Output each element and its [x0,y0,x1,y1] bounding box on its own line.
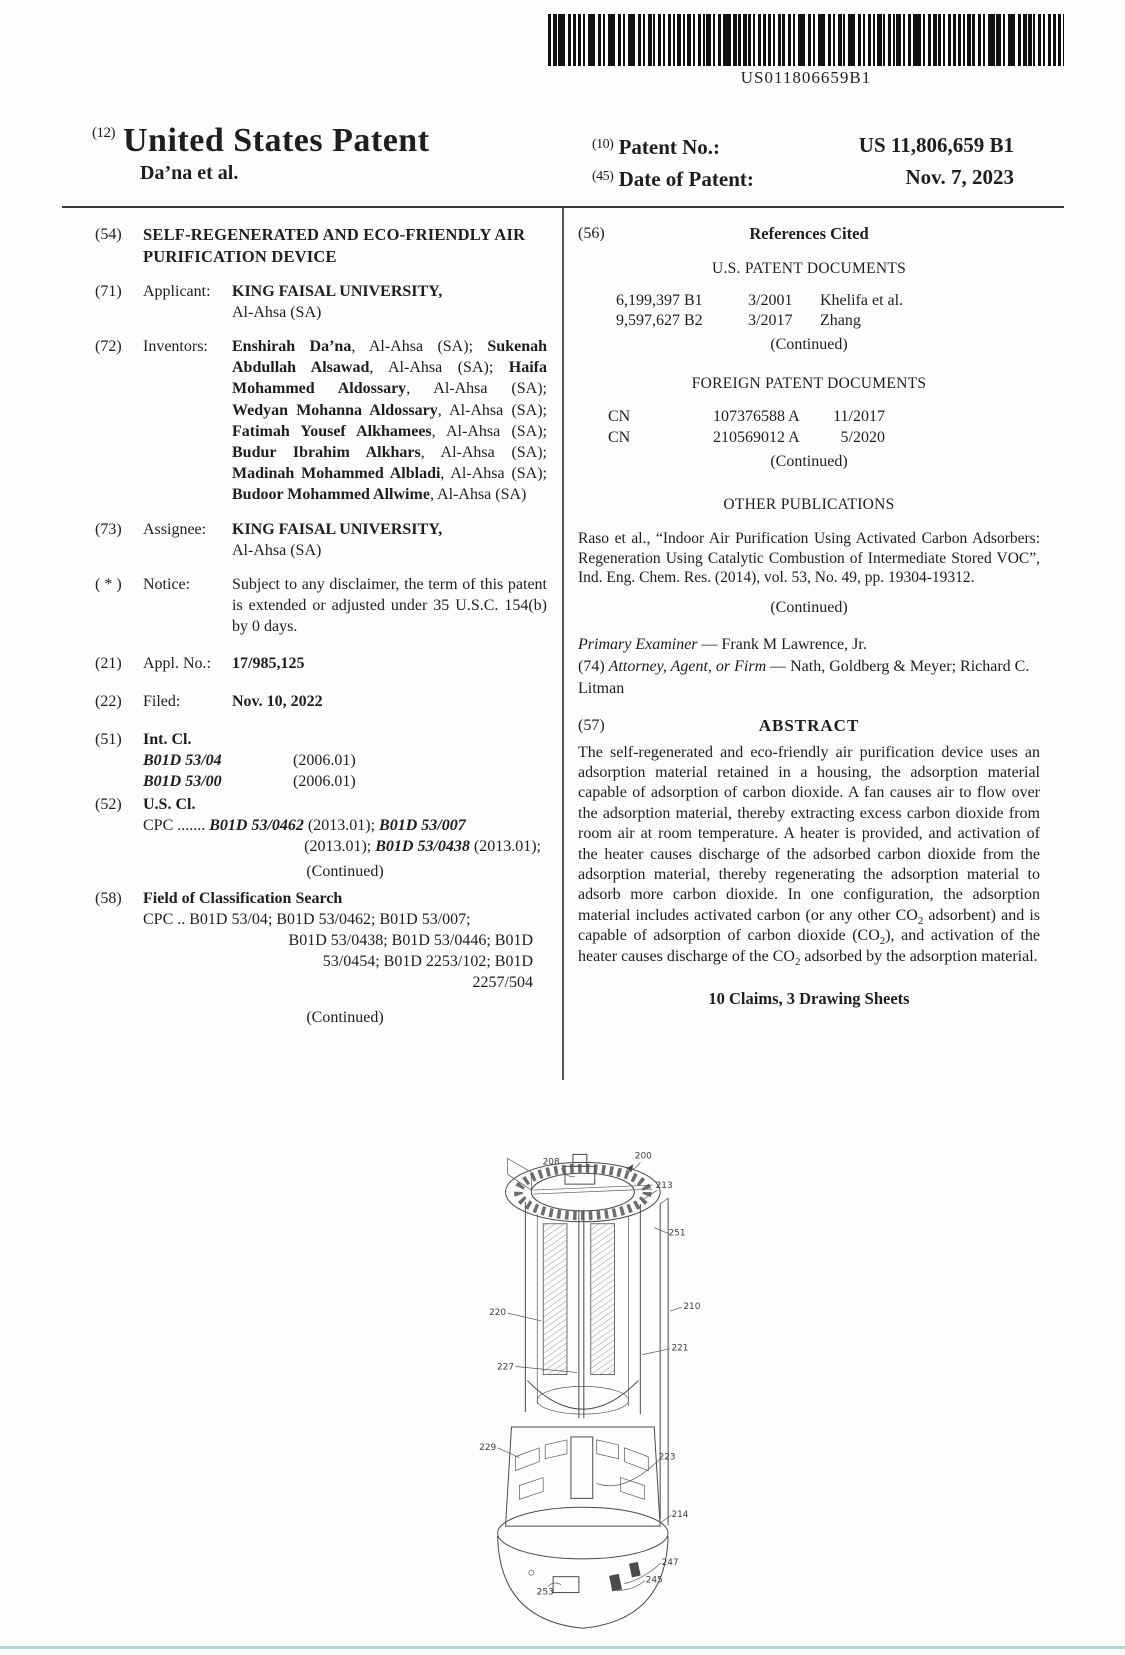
abstract-title: ABSTRACT [758,716,860,735]
date-label: Date of Patent: [618,167,754,191]
section-number: (73) [95,520,122,538]
assignee-label: Assignee: [143,520,207,538]
patent-date-row [592,162,1014,194]
section-57-abstract [578,716,1040,737]
adsorption-panel-right [591,1224,615,1375]
column-divider [562,208,564,1080]
inventors-value: Enshirah Da’na, Al-Ahsa (SA); Sukenah Abdullah Alsawad, Al-Ahsa (SA); Haifa Mohammed Aldossary, Al-Ahsa (SA); Wedyan Mohanna Aldossary, Al-Ahsa (SA); Fatimah Yousef Alkhamees, Al-Ahsa (SA); Budur Ibrahim Alkhars, Al-Ahsa (SA); Madinah Mohammed Albladi, Al-Ahsa (SA); Budoor Mohammed Allwime, Al-Ahsa (SA) [232,338,547,504]
continued-note: (Continued) [306,1008,384,1026]
field-search-line: 2257/504 [472,973,533,991]
attorney-line: (74) Attorney, Agent, or Firm — Nath, Goldberg & Meyer; Richard C. Litman [578,658,1030,697]
base-top-rim [498,1507,669,1559]
section-52-us-cl [95,794,547,884]
barcode-number: US011806659B1 [740,68,872,87]
continued-note: (Continued) [770,336,848,353]
left-column [95,224,547,1043]
section-number: (51) [95,730,122,748]
section-number: (52) [95,795,122,813]
class-year: (2006.01) [293,772,356,790]
right-column [578,224,1040,1009]
section-number: (21) [95,654,122,672]
barcode [548,14,1064,88]
notice-label: Notice: [143,575,191,593]
air-purifier-figure [415,1085,715,1655]
base-bowl [498,1536,669,1628]
vent-slot [597,1440,619,1459]
country-code: CN [608,408,631,425]
ref-numeral: 221 [671,1343,689,1354]
vent-slot [515,1448,539,1471]
section-72-inventors [95,336,547,506]
base-switch [609,1574,622,1592]
inventors-label: Inventors: [143,338,208,355]
cpc-line-2: (2013.01); B01D 53/0438 (2013.01); [304,837,541,855]
section-71-applicant [95,281,547,323]
vent-slot [621,1478,645,1500]
appl-no-value: 17/985,125 [232,654,305,672]
section-number: (22) [95,692,122,710]
header-left [92,122,430,185]
ref-numeral: 208 [542,1157,560,1168]
foreign-patent-row [578,427,1040,448]
section-51-int-cl [95,729,547,792]
us-patent-row [578,311,1040,331]
section-number: (71) [95,283,122,300]
section-22-filed [95,691,547,712]
claims-drawing-sheets-line: 10 Claims, 3 Drawing Sheets [708,988,910,1008]
patent-no-value: US 11,806,659 B1 [858,133,1014,157]
class-code: B01D 53/00 [143,772,222,790]
date-value: Nov. 7, 2023 [905,165,1014,189]
continued-note: (Continued) [770,598,848,616]
field-search-line: B01D 53/0438; B01D 53/0446; B01D [288,931,533,949]
section-21-appl-no [95,653,547,674]
ref-numeral: 223 [658,1452,676,1463]
section-notice [95,574,547,637]
housing-center-channel [571,1437,593,1498]
ref-numeral: 251 [668,1228,686,1239]
field-search-line: CPC .. B01D 53/04; B01D 53/0462; B01D 53/007; [143,910,471,928]
section-58-field-search [95,888,547,1030]
ref-numeral: 227 [497,1362,515,1373]
assignee-value: KING FAISAL UNIVERSITY, Al-Ahsa (SA) [232,520,443,559]
code-45: (45) [592,169,614,184]
section-54-title [95,224,547,268]
patent-number: 210569012 A [713,429,800,446]
code-10: (10) [592,137,614,152]
section-56-references [578,224,1040,245]
ref-numeral: 253 [536,1587,554,1598]
section-number: (54) [95,226,122,243]
section-73-assignee [95,519,547,561]
patent-number: 6,199,397 B1 [616,292,703,309]
notice-value: Subject to any disclaimer, the term of this patent is extended or adjusted under 35 U.S.C. 154(b) by 0 days. [232,575,547,635]
section-number: (58) [95,889,122,907]
us-patent-row [578,291,1040,311]
base-port [553,1577,579,1593]
patent-inventor: Khelifa et al. [820,292,904,309]
patent-number: 9,597,627 B2 [616,312,703,329]
base-switch [629,1562,641,1577]
barcode-bars [548,14,1064,66]
int-cl-row [143,771,547,792]
cpc-line-1: CPC ....... B01D 53/0462 (2013.01); B01D 53/007 [143,816,466,834]
patent-date: 11/2017 [833,408,885,425]
field-search-line: 53/0454; B01D 2253/102; B01D [322,952,533,970]
bowl-rim [537,1386,628,1414]
patent-no-label: Patent No.: [618,135,721,159]
vent-slot [624,1448,648,1471]
inner-bowl [527,1380,638,1409]
patent-number-row [592,130,1014,162]
int-cl-label: Int. Cl. [143,730,192,748]
references-cited-title: References Cited [749,224,869,243]
base-screw [529,1570,534,1575]
mid-housing [506,1427,661,1526]
patent-number: 107376588 A [713,408,800,425]
country-code: CN [608,429,631,446]
ref-numeral: 220 [489,1307,507,1318]
ref-numeral: 214 [671,1510,689,1521]
us-patent-documents-heading: U.S. PATENT DOCUMENTS [711,259,907,277]
us-cl-label: U.S. Cl. [143,795,196,813]
ref-numeral: 229 [479,1442,497,1453]
patent-date: 5/2020 [840,429,885,446]
page-title: United States Patent [123,122,430,159]
patent-date: 3/2017 [748,312,793,329]
field-search-label: Field of Classification Search [143,889,343,907]
applicant-short-name: Da’na et al. [140,162,239,184]
filed-value: Nov. 10, 2022 [232,692,323,710]
ref-numeral: 245 [645,1575,663,1586]
section-number: (57) [578,717,605,734]
section-number: ( * ) [95,575,122,593]
section-number: (56) [578,225,605,242]
foreign-patent-documents-heading: FOREIGN PATENT DOCUMENTS [691,374,927,392]
ref-numeral: 210 [683,1302,701,1313]
other-publication-citation: Raso et al., “Indoor Air Purification Using Activated Carbon Adsorbers: Regeneration Using Catalytic Combustion of Intermediate Stored VOC”, Ind. Eng. Chem. Res. (2014), vol. 53, No. 49, pp. 19304-19312. [578,530,1040,586]
ref-numeral: 213 [655,1181,673,1192]
filed-label: Filed: [143,692,181,710]
applicant-label: Applicant: [143,283,211,300]
foreign-patent-row [578,406,1040,427]
vent-slot [519,1478,543,1500]
invention-title: SELF-REGENERATED AND ECO-FRIENDLY AIR PURIFICATION DEVICE [143,225,526,266]
applicant-value: KING FAISAL UNIVERSITY, Al-Ahsa (SA) [232,283,443,321]
other-publications-heading: OTHER PUBLICATIONS [723,495,895,513]
section-number: (72) [95,338,122,355]
int-cl-row [143,750,547,771]
patent-inventor: Zhang [820,312,861,329]
class-code: B01D 53/04 [143,751,222,769]
adsorption-panel-left [543,1224,567,1375]
vent-slot [545,1440,567,1459]
continued-note: (Continued) [306,862,384,880]
header-right [592,130,1014,194]
scan-artifact-line [0,1646,1125,1649]
appl-no-label: Appl. No.: [143,654,211,672]
continued-note: (Continued) [770,453,848,470]
abstract-text: The self-regenerated and eco-friendly air purification device uses an adsorption material retained in a housing, the adsorption material capable of adsorption of carbon dioxide. A fan causes air to flow over the adsorption material, thereby extracting excess carbon dioxide from room air at room temperature. A heater is provided, and activation of the heater causes discharge of the adsorbed carbon dioxide from the adsorption material, thereby regenerating the adsorption material to adsorb more carbon dioxide. In one configuration, the adsorption material includes activated carbon (or any other $CO_2$ adsorbent) and is capable of adsorption of carbon dioxide $(CO_2)$, and activation of the heater causes discharge of the $CO_2$ adsorbed by the adsorption material. [578,743,1041,968]
primary-examiner-line: Primary Examiner — Frank M Lawrence, Jr. [578,636,867,653]
kind-code: (12) [92,125,115,141]
ref-numeral: 247 [661,1557,679,1568]
ref-numeral: 200 [634,1151,652,1162]
class-year: (2006.01) [293,751,356,769]
patent-drawing [415,1085,715,1655]
patent-date: 3/2001 [748,292,793,309]
